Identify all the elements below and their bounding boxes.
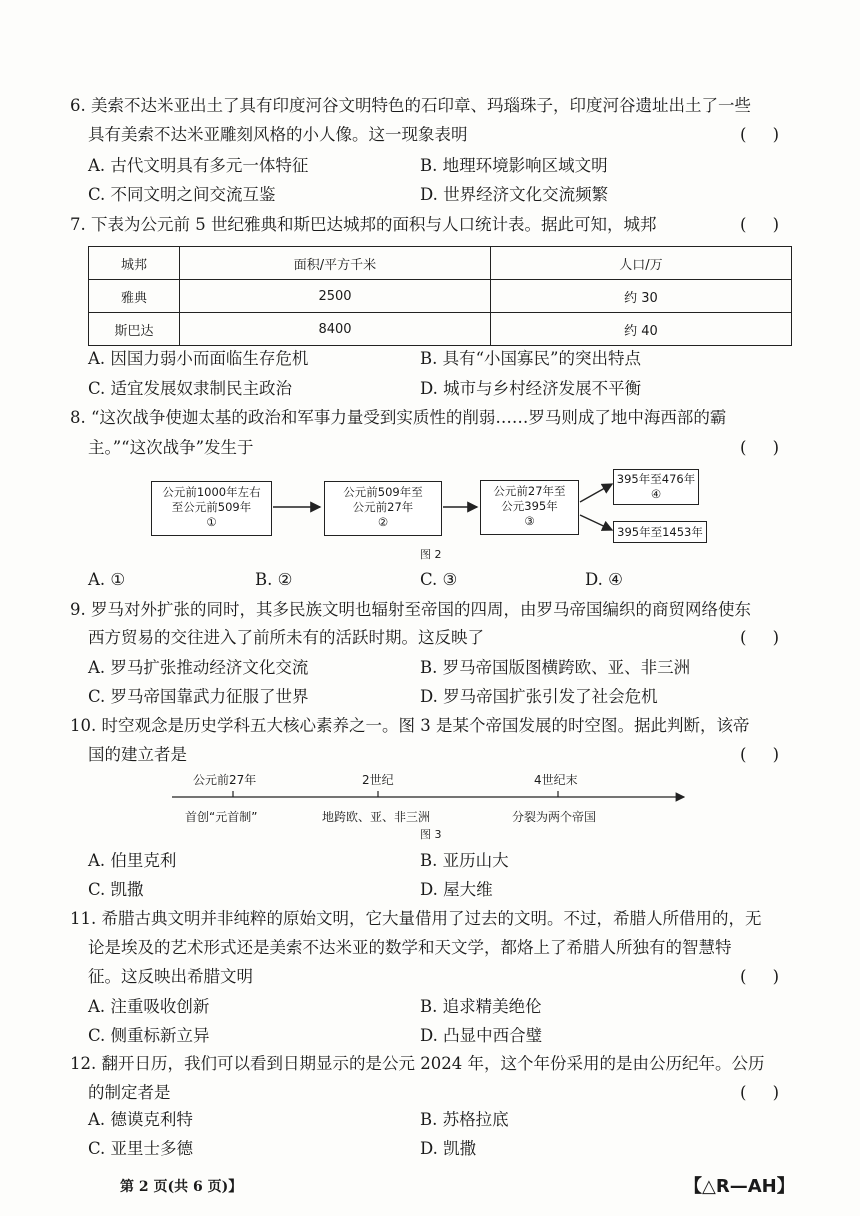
q11-answer-paren: ( ) (740, 967, 780, 986)
timeline-top-label: 公元前27年 (193, 773, 257, 787)
q10-answer-paren: ( ) (740, 745, 780, 764)
flow-box-text: 公元395年 (501, 499, 558, 513)
q10-option-b: B. 亚历山大 (420, 851, 509, 870)
q11-stem-line2: 论是埃及的艺术形式还是美索不达米亚的数学和天文学，都烙上了希腊人所独有的智慧特 (88, 938, 732, 957)
q6-stem-line1: 6. 美索不达米亚出土了具有印度河谷文明特色的石印章、玛瑙珠子，印度河谷遗址出土了一些 (70, 96, 751, 115)
q12-option-b: B. 苏格拉底 (420, 1110, 509, 1129)
q7-option-c: C. 适宜发展奴隶制民主政治 (88, 379, 293, 398)
flow-box-2 (324, 481, 442, 536)
flow-box-5 (613, 521, 707, 543)
q11-option-d: D. 凸显中西合璧 (420, 1026, 543, 1045)
timeline-bottom-label: 地跨欧、亚、非三洲 (322, 810, 431, 824)
timeline-bottom-label: 分裂为两个帝国 (512, 810, 597, 824)
table-cell: 斯巴达 (89, 313, 180, 346)
timeline-bottom-label: 首创“元首制” (185, 810, 258, 824)
q6-answer-paren: ( ) (740, 125, 780, 144)
q11-option-a: A. 注重吸收创新 (88, 997, 210, 1016)
flow-box-3 (480, 480, 579, 535)
q8-stem-line1: 8. “这次战争使迦太基的政治和军事力量受到实质性的削弱……罗马则成了地中海西部的霸 (70, 408, 727, 427)
figure-2-caption: 图 2 (420, 548, 442, 561)
q10-option-c: C. 凯撒 (88, 880, 144, 899)
q9-option-c: C. 罗马帝国靠武力征服了世界 (88, 687, 309, 706)
q9-stem-line1: 9. 罗马对外扩张的同时，其多民族文明也辐射至帝国的四周，由罗马帝国编织的商贸网络使东 (70, 600, 751, 619)
q11-option-c: C. 侧重标新立异 (88, 1026, 210, 1045)
q9-option-a: A. 罗马扩张推动经济文化交流 (88, 658, 309, 677)
q6-option-b: B. 地理环境影响区域文明 (420, 156, 608, 175)
table-header-cell: 人口/万 (491, 247, 792, 280)
table-header-cell: 面积/平方千米 (180, 247, 491, 280)
flow-box-text: 公元前509年至 (343, 485, 423, 499)
table-cell: 8400 (180, 313, 491, 346)
q12-option-d: D. 凯撒 (420, 1139, 477, 1158)
q10-option-a: A. 伯里克利 (88, 851, 177, 870)
q7-answer-paren: ( ) (740, 215, 780, 234)
page-number: 第 2 页(共 6 页)】 (120, 1179, 243, 1195)
q12-option-c: C. 亚里士多德 (88, 1139, 194, 1158)
table-cell: 约 30 (491, 280, 792, 313)
q10-stem-line1: 10. 时空观念是历史学科五大核心素养之一。图 3 是某个帝国发展的时空图。据此判断，该帝 (70, 716, 750, 735)
flow-box-text: 395年至1453年 (617, 525, 703, 539)
q9-option-d: D. 罗马帝国扩张引发了社会危机 (420, 687, 658, 706)
timeline-top-label: 2世纪 (362, 773, 394, 787)
table-cell: 约 40 (491, 313, 792, 346)
q8-stem-line2: 主。”“这次战争”发生于 (88, 438, 254, 457)
flow-box-text: ① (206, 515, 217, 529)
q7-stem-line1: 7. 下表为公元前 5 世纪雅典和斯巴达城邦的面积与人口统计表。据此可知，城邦 (70, 215, 657, 234)
table-header-cell: 城邦 (89, 247, 180, 280)
timeline-top-label: 4世纪末 (534, 773, 578, 787)
q10-stem-line2: 国的建立者是 (88, 745, 187, 764)
table-cell: 雅典 (89, 280, 180, 313)
flow-box-text: ③ (524, 514, 535, 528)
q11-stem-line1: 11. 希腊古典文明并非纯粹的原始文明，它大量借用了过去的文明。不过，希腊人所借用的，无 (70, 909, 762, 928)
q7-option-d: D. 城市与乡村经济发展不平衡 (420, 379, 642, 398)
q8-option-c: C. ③ (420, 570, 458, 589)
q8-option-a: A. ① (88, 570, 126, 589)
q7-option-b: B. 具有“小国寡民”的突出特点 (420, 349, 641, 368)
q12-answer-paren: ( ) (740, 1083, 780, 1102)
q7-option-a: A. 因国力弱小而面临生存危机 (88, 349, 309, 368)
q11-stem-line3: 征。这反映出希腊文明 (88, 967, 253, 986)
q6-option-c: C. 不同文明之间交流互鉴 (88, 185, 276, 204)
flow-box-text: 公元前27年 (352, 500, 414, 514)
q6-option-d: D. 世界经济文化交流频繁 (420, 185, 609, 204)
q8-answer-paren: ( ) (740, 438, 780, 457)
q9-stem-line2: 西方贸易的交往进入了前所未有的活跃时期。这反映了 (88, 628, 484, 647)
q10-option-d: D. 屋大维 (420, 880, 493, 899)
q11-option-b: B. 追求精美绝伦 (420, 997, 542, 1016)
exam-code: 【△R—AH】 (684, 1176, 795, 1197)
figure-3-caption: 图 3 (420, 828, 442, 841)
flow-box-text: ④ (650, 487, 662, 501)
flow-box-text: 公元前1000年左右 (162, 485, 261, 499)
q9-option-b: B. 罗马帝国版图横跨欧、亚、非三洲 (420, 658, 691, 677)
flow-box-1 (151, 481, 272, 536)
q6-option-a: A. 古代文明具有多元一体特征 (88, 156, 309, 175)
q9-answer-paren: ( ) (740, 628, 780, 647)
q8-option-b: B. ② (255, 570, 293, 589)
flow-box-text: 至公元前509年 (171, 500, 252, 514)
q12-stem-line2: 的制定者是 (88, 1083, 171, 1102)
flow-box-text: 公元前27年至 (493, 484, 566, 498)
flow-box-text: 395年至476年 (616, 472, 696, 486)
q6-stem-line2: 具有美索不达米亚雕刻风格的小人像。这一现象表明 (88, 125, 468, 144)
flow-box-4 (613, 469, 699, 505)
table-cell: 2500 (180, 280, 491, 313)
q12-stem-line1: 12. 翻开日历，我们可以看到日期显示的是公元 2024 年，这个年份采用的是由公历纪年。公历 (70, 1054, 765, 1073)
q12-option-a: A. 德谟克利特 (88, 1110, 193, 1129)
flow-box-text: ② (377, 515, 389, 529)
q8-option-d: D. ④ (585, 570, 623, 589)
